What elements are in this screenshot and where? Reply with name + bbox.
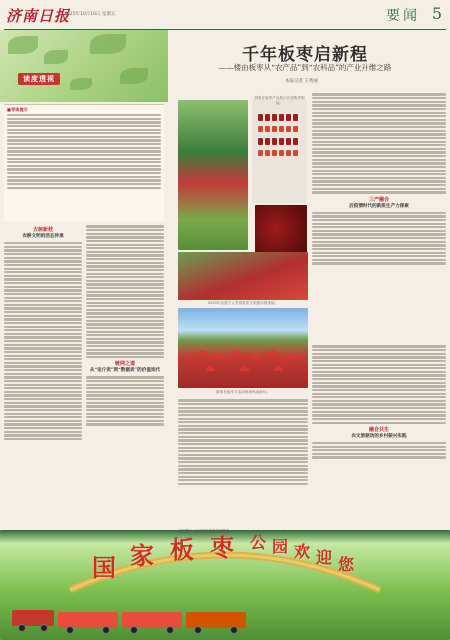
section-heading-4: 融合共生	[368, 426, 389, 433]
photo-leisure-area	[178, 308, 308, 388]
lead-label: ■导读提示	[7, 107, 28, 112]
body-column-3	[178, 398, 308, 526]
caption-products: 游客在板枣产品展示区选购枣制品。	[254, 96, 305, 105]
photo-jujube-products	[252, 100, 307, 203]
byline: 本报记者 王秀丽	[285, 79, 318, 84]
arch-char: 园	[272, 537, 289, 556]
photo-park-gate	[0, 530, 450, 640]
photo-orchard-aerial	[178, 100, 248, 250]
section-banner	[0, 30, 168, 102]
body-column-5	[312, 344, 446, 526]
arch-char: 您	[338, 555, 355, 574]
page-number: 5	[431, 4, 442, 23]
arch-char: 公	[250, 533, 267, 552]
arch-char: 板	[170, 535, 194, 564]
section-subheading-1: 农耕文明的活态传承	[22, 234, 64, 240]
section-heading-1: 古树新枝	[32, 227, 53, 233]
photo-festival-crowd	[178, 252, 308, 300]
issue-date: 2025年10月10日 星期五	[64, 12, 116, 17]
body-column-1	[4, 224, 82, 524]
caption-leisure: 游客在板枣节活动现场休闲游玩。	[216, 390, 270, 394]
body-column-4	[312, 92, 446, 342]
section-heading-2: 链网之道	[114, 361, 135, 368]
section-title: 要闻	[386, 8, 420, 24]
masthead	[0, 0, 450, 30]
caption-festival: 2025年乐陵千人枣园赏枣文旅游乐园现场。	[207, 301, 279, 305]
arch-char: 欢	[294, 542, 311, 561]
section-subheading-4: 农文旅驱动的乡村振兴实践	[351, 433, 407, 439]
newspaper-logo: 济南日报	[6, 7, 71, 25]
body-column-2	[86, 224, 164, 524]
lead-summary	[4, 104, 164, 222]
train-engine	[12, 610, 54, 626]
headline: 千年板枣启新程	[242, 45, 368, 65]
section-heading-3: 三产融合	[368, 196, 389, 203]
subheadline: ——楼由板枣从“农产品”到“农科品”的产业升维之路	[218, 63, 392, 72]
arch-char: 国	[92, 553, 116, 582]
feature-tag: 读度透视	[18, 73, 60, 85]
photo-credit: 本版图片 / 由乐陵市委宣传部提供	[178, 529, 229, 533]
arch-char: 迎	[316, 548, 333, 567]
section-subheading-3: 后疫情时代的新质生产力探索	[349, 203, 409, 209]
arch-char: 家	[130, 541, 154, 570]
section-subheading-2: 从“论斤卖”到“数据卖”的价值迭代	[89, 368, 161, 374]
arch-char: 枣	[210, 533, 234, 562]
